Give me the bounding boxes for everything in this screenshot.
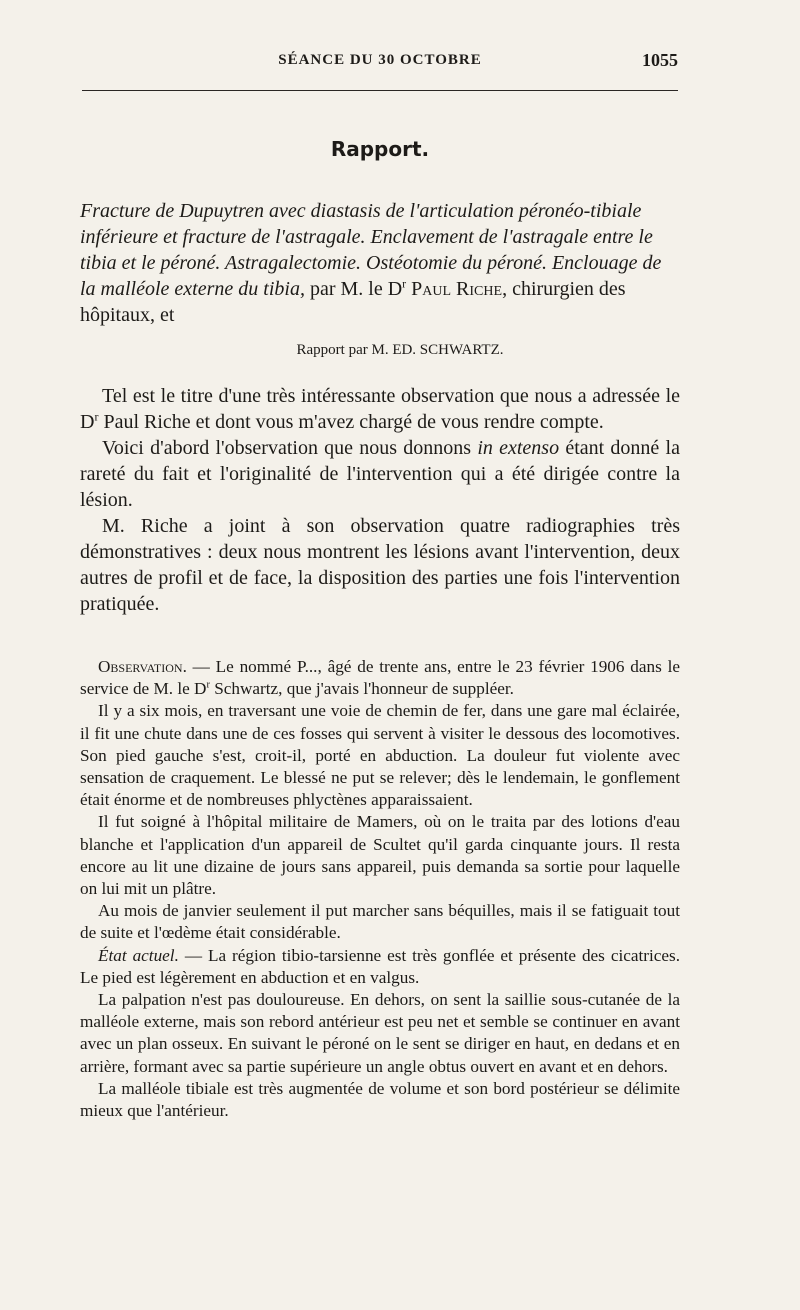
subtitle-by-sup: r bbox=[402, 276, 407, 291]
intro-p2-a: Voici d'abord l'observation que nous donnons bbox=[102, 437, 478, 459]
intro-p2-italic: in extenso bbox=[477, 437, 560, 459]
observation-text bbox=[80, 656, 680, 1122]
observation-paragraph bbox=[80, 656, 680, 700]
observation-paragraph bbox=[80, 945, 680, 989]
observation-paragraph: La palpation n'est pas douloureuse. En dehors, on sent la saillie sous-cutanée de la malléole externe, mais son rebord antérieur est peu net et semble se continuer en avant avec un plan osseux. En suivant le péroné on le sent se diriger en haut, en dedans et en arrière, formant avec sa partie supérieure un angle obtus ouvert en avant et en dehors. bbox=[80, 990, 680, 1076]
report-subtitle bbox=[80, 198, 680, 328]
observation-p1-sup: r bbox=[206, 679, 210, 691]
intro-text bbox=[80, 383, 680, 617]
subtitle-by: par M. le D bbox=[304, 278, 403, 300]
etat-actuel-label: État actuel. bbox=[98, 945, 179, 965]
header-rule bbox=[82, 90, 678, 91]
running-title: SÉANCE DU 30 OCTOBRE bbox=[278, 52, 482, 68]
reporter-line: Rapport par M. ED. SCHWARTZ. bbox=[296, 342, 504, 358]
intro-paragraph bbox=[80, 383, 680, 435]
observation-paragraph: Au mois de janvier seulement il put marcher sans béquilles, mais il se fatiguait tout de suite et l'œdème était considérable. bbox=[80, 901, 680, 943]
observation-paragraph: Il y a six mois, en traversant une voie de chemin de fer, dans une gare mal éclairée, il fit une chute dans une de ces fosses qui servent à visiter le dessous des locomotives. Son pied gauche s'est, croit-il, porté en abduction. La douleur fut violente avec sensation de craquement. Le blessé ne put se relever; dès le lendemain, le gonflement était énorme et de nombreuses phlyctènes apparaissaient. bbox=[80, 701, 680, 810]
running-header bbox=[82, 50, 678, 72]
page-number: 1055 bbox=[642, 50, 678, 70]
observation-p5: — La région tibio-tarsienne est très gonflée et présente des cicatrices. Le pied est légèrement en abduction et en valgus. bbox=[80, 945, 680, 987]
author-name: Paul Riche bbox=[411, 278, 503, 300]
observation-p1-a: — Le nommé P..., âgé de trente ans, entre le 23 février 1906 dans le service de M. le D bbox=[80, 657, 680, 699]
intro-paragraph: M. Riche a joint à son observation quatre radiographies très démonstratives : deux nous montrent les lésions avant l'intervention, deux autres de profil et de face, la disposition des parties une fois l'intervention pratiquée. bbox=[80, 515, 680, 615]
intro-p1-b: Paul Riche et dont vous m'avez chargé de vous rendre compte. bbox=[98, 411, 604, 433]
intro-paragraph bbox=[80, 435, 680, 513]
intro-p2-b: étant donné la rareté du fait et l'originalité de l'intervention qui a été dirigée contre la lésion. bbox=[80, 437, 680, 511]
subtitle-italic: Fracture de Dupuytren avec diastasis de l'articulation péronéo-tibiale inférieure et fracture de l'astragale. Enclavement de l'astragale entre le tibia et le péroné. Astragalectomie. Ostéotomie du péroné. Enclouage de la malléole externe du tibia, bbox=[80, 200, 662, 300]
observation-paragraph: Il fut soigné à l'hôpital militaire de Mamers, où on le traita par des lotions d'eau blanche et l'application d'un appareil de Scultet qu'il garda cinquante jours. Il resta encore au lit une dizaine de jours sans appareil, puis demanda sa sortie pour laquelle on lui mit un plâtre. bbox=[80, 812, 680, 899]
observation-p1-b: Schwartz, que j'avais l'honneur de suppléer. bbox=[209, 679, 514, 699]
observation-paragraph: La malléole tibiale est très augmentée de volume et son bord postérieur se délimite mieux que l'antérieur. bbox=[80, 1078, 680, 1121]
intro-p1-sup: r bbox=[94, 409, 99, 424]
author-role: , chirurgien des hôpitaux, et bbox=[80, 278, 626, 326]
intro-p1-a: Tel est le titre d'une très intéressante observation que nous a adressée le D bbox=[80, 385, 680, 433]
section-title: Rapport. bbox=[330, 137, 430, 161]
observation-label: Observation. bbox=[98, 657, 187, 676]
